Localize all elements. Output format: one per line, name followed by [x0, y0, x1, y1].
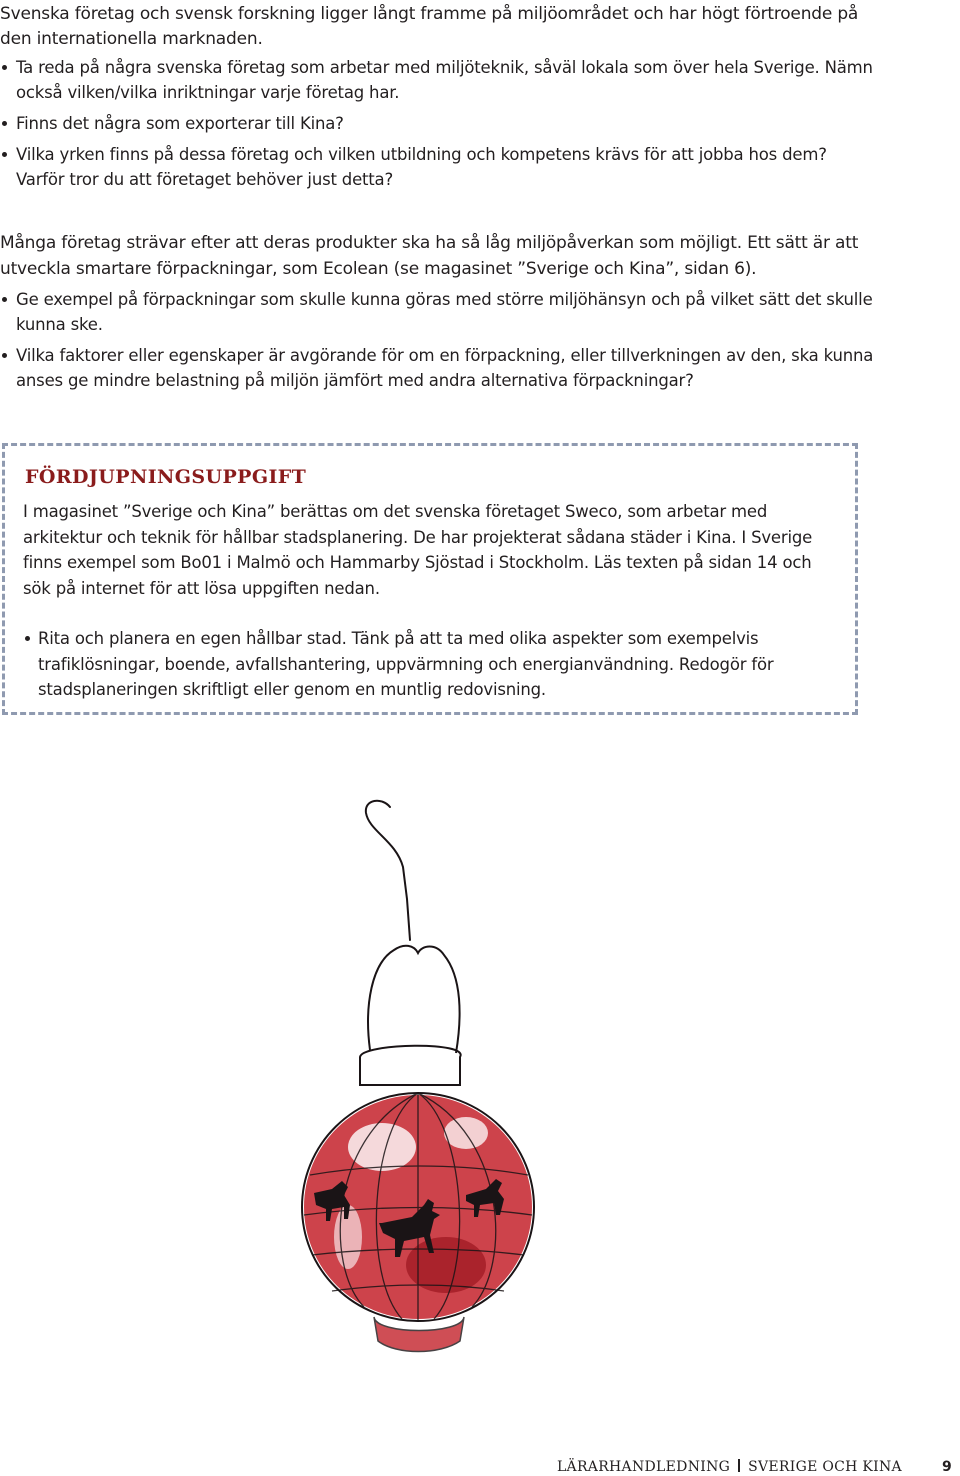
deepening-task-box [2, 443, 858, 715]
list-item: Rita och planera en egen hållbar stad. Tänk på att ta med olika aspekter som exempelvis trafiklösningar, boende, avfallshantering, uppvärmning och energianvändning. Redogör för stadsplaneringen skriftligt eller genom en muntlig redovisning. [23, 626, 828, 703]
packaging-paragraph: Många företag strävar efter att deras produkter ska ha så låg miljöpåverkan som möjligt. Ett sätt är att utveckla smartare förpackningar, som Ecolean (se magasinet ”Sverige och Kina”, sidan 6). [0, 233, 859, 279]
page-footer [557, 1459, 952, 1475]
list-item: Vilka faktorer eller egenskaper är avgörande för om en förpackning, eller tillverkningen av den, ska kunna anses ge mindre belastning på miljön jämfört med andra alternativa förpackningar? [0, 343, 880, 393]
intro-paragraph: Svenska företag och svensk forskning ligger långt framme på miljöområdet och har högt förtroende på den internationella marknaden. [0, 4, 859, 49]
intro-question-list [0, 55, 880, 198]
list-item: Vilka yrken finns på dessa företag och vilken utbildning och kompetens krävs för att jobba hos dem? Varför tror du att företaget behöver just detta? [0, 142, 880, 192]
deepening-task-list [23, 626, 828, 703]
footer-guide-label: LÄRARHANDLEDNING [556, 1459, 731, 1475]
list-item: Finns det några som exporterar till Kina? [0, 111, 880, 136]
list-item: Ge exempel på förpackningar som skulle kunna göras med större miljöhänsyn och på vilket sätt det skulle kunna ske. [0, 287, 880, 337]
list-item: Ta reda på några svenska företag som arbetar med miljöteknik, såväl lokala som över hela Sverige. Nämn också vilken/vilka inriktningar varje företag har. [0, 55, 880, 105]
lantern-hook [366, 801, 410, 940]
deepening-paragraph: I magasinet ”Sverige och Kina” berättas om det svenska företaget Sweco, som arbetar med arkitektur och teknik för hållbar stadsplanering. De har projekterat sådana städer i Kina. I Sverige finns exempel som Bo01 i Malmö och Hammarby Sjöstad i Stockholm. Läs texten på sidan 14 och sök på internet för att lösa uppgiften nedan. [23, 502, 813, 598]
footer-separator [738, 1459, 740, 1472]
lantern-with-moose-illustration [290, 795, 550, 1355]
lantern-handle [368, 946, 460, 1053]
page-number: 9 [941, 1459, 952, 1475]
deepening-title: FÖRDJUPNINGSUPPGIFT [25, 466, 307, 488]
packaging-question-list [0, 287, 880, 399]
lantern-bottom-rim [374, 1317, 464, 1352]
footer-magazine-label: SVERIGE OCH KINA [748, 1459, 902, 1475]
lantern-neck [360, 1046, 461, 1085]
